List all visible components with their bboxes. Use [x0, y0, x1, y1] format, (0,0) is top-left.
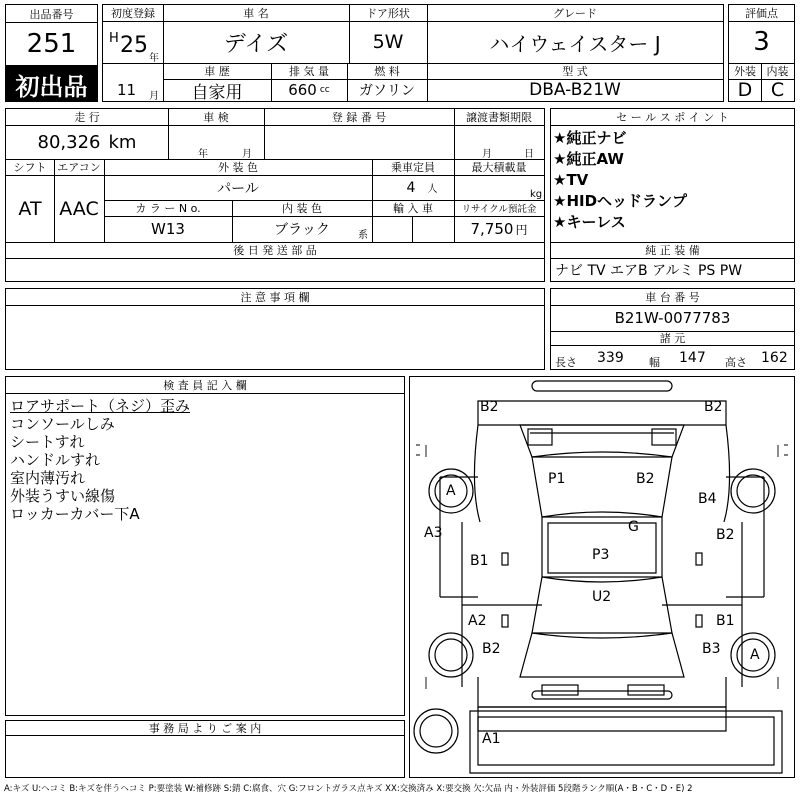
- history: 自家用: [191, 82, 243, 103]
- damage-mark: P3: [592, 547, 610, 563]
- legend: A:キズ U:ヘコミ B:キズを伴うヘコミ P:要塗装 W:補修跡 S:錆 C:腐食、穴 G:フロントガラス点キズ XX:交換済み X:要交換 欠:欠品 内・外装評価 5段階ランク順(A・B・C・D・E) 2: [4, 784, 693, 794]
- chassis-label: 車 台 番 号: [645, 291, 700, 304]
- shift-label: シフト: [13, 161, 47, 174]
- month-unit: 月: [149, 91, 159, 102]
- damage-mark: B2: [480, 399, 499, 415]
- inspection-label: 車 検: [203, 111, 229, 124]
- year: 25: [120, 33, 148, 58]
- capacity-unit: 人: [427, 184, 438, 195]
- damage-mark: B2: [636, 471, 655, 487]
- width-label: 幅: [649, 356, 660, 369]
- sales-point-item: ★純正AW: [553, 150, 624, 168]
- recycle-label: リサイクル預託金: [461, 204, 537, 215]
- chassis-number: B21W-0077783: [614, 309, 731, 327]
- transfer-day-unit: 日: [524, 149, 534, 160]
- damage-mark: B3: [702, 641, 721, 657]
- car-diagram-box: [409, 376, 795, 778]
- damage-mark: P1: [548, 471, 566, 487]
- score-box: [728, 4, 795, 102]
- height: 162: [761, 350, 788, 366]
- equipment: ナビ TV エアB アルミ PS PW: [555, 262, 743, 279]
- notes-label: 注 意 事 項 欄: [240, 291, 310, 304]
- color-label: 外 装 色: [218, 161, 258, 174]
- height-label: 高さ: [725, 356, 747, 369]
- length-label: 長さ: [555, 356, 577, 369]
- color-no: W13: [151, 220, 185, 238]
- history-label: 車 歴: [204, 65, 230, 78]
- color: パール: [217, 180, 259, 197]
- year-unit: 年: [149, 53, 159, 64]
- first-listing-text: 初出品: [15, 72, 88, 101]
- inspector-note: ロアサポート（ネジ）歪み: [10, 397, 191, 415]
- damage-mark: B4: [698, 491, 717, 507]
- damage-mark: A1: [482, 731, 501, 747]
- damage-mark: G: [628, 519, 639, 535]
- sales-point-item: ★キーレス: [553, 213, 626, 231]
- sales-point-item: ★純正ナビ: [553, 129, 627, 147]
- first-reg-month: [103, 79, 163, 101]
- import-label: 輸 入 車: [393, 202, 433, 215]
- door-type: 5W: [372, 31, 404, 53]
- model-label: 型 式: [562, 65, 588, 78]
- max-load-label: 最大積載量: [471, 161, 527, 174]
- car-name-label: 車 名: [243, 7, 269, 20]
- sales-point-item: ★HIDヘッドランプ: [553, 192, 688, 210]
- width: 147: [679, 350, 706, 366]
- color-no-label: カ ラ ー N o.: [135, 202, 201, 215]
- ac: AAC: [59, 197, 99, 220]
- damage-mark: A3: [424, 525, 443, 541]
- dims-label: 諸 元: [659, 332, 686, 345]
- equipment-label: 純 正 装 備: [645, 244, 700, 257]
- int-color-unit: 系: [358, 230, 368, 241]
- dims-row: [553, 347, 793, 369]
- first-reg-label: 初度登録: [111, 7, 155, 20]
- inspector-note: 室内薄汚れ: [10, 469, 86, 487]
- damage-mark: B1: [470, 553, 489, 569]
- damage-mark: U2: [592, 589, 612, 605]
- damage-mark: A: [750, 647, 760, 663]
- lot-label: 出品番号: [29, 7, 74, 21]
- damage-mark: B2: [704, 399, 723, 415]
- displacement-value: 660: [288, 81, 317, 99]
- damage-mark: A2: [468, 613, 487, 629]
- header-grid: [102, 4, 724, 102]
- inspection-year-unit: 年: [198, 149, 208, 160]
- grade: ハイウェイスター J: [489, 31, 661, 56]
- inspector-note: 外装うすい線傷: [10, 487, 116, 505]
- ac-label: エアコン: [57, 161, 101, 174]
- capacity-label: 乗車定員: [391, 161, 435, 174]
- transfer-month-unit: 月: [482, 149, 492, 160]
- interior-grade: C: [770, 79, 785, 101]
- max-load-unit: kg: [530, 189, 543, 200]
- transfer-label: 譲渡書類期限: [466, 111, 532, 124]
- reg-no-label: 登 録 番 号: [331, 111, 387, 124]
- inspector-note: ハンドルすれ: [10, 451, 101, 469]
- door-label: ドア形状: [366, 7, 410, 20]
- chassis-box: [550, 288, 795, 370]
- inspector-label: 検 査 員 記 入 欄: [163, 379, 247, 392]
- mileage: [6, 125, 168, 159]
- mileage-value: 80,326: [37, 131, 101, 153]
- damage-mark: B1: [716, 613, 735, 629]
- mileage-unit: km: [108, 131, 137, 153]
- inspector-note: ロッカーカバー下A: [10, 505, 140, 523]
- notes-box: [5, 288, 545, 370]
- recycle-unit: 円: [515, 222, 528, 237]
- mileage-label: 走 行: [74, 111, 100, 124]
- capacity-value: 4: [406, 179, 416, 196]
- int-color: [232, 216, 372, 242]
- length: 339: [597, 350, 624, 366]
- damage-mark: B2: [482, 641, 501, 657]
- recycle-value: 7,750: [470, 220, 514, 238]
- exterior-label: 外装: [734, 65, 756, 78]
- fuel: ガソリン: [359, 83, 415, 99]
- sales-points-box: [550, 108, 795, 282]
- inspector-note: コンソールしみ: [10, 415, 115, 433]
- fuel-label: 燃 料: [374, 65, 400, 78]
- model: DBA-B21W: [529, 80, 621, 100]
- sales-point-item: ★TV: [553, 171, 589, 189]
- capacity: [372, 175, 454, 200]
- later-parts-label: 後 日 発 送 部 品: [233, 244, 317, 257]
- first-listing-badge: [5, 66, 98, 102]
- score: 3: [753, 27, 770, 57]
- office-box: [5, 720, 405, 778]
- damage-mark: A: [446, 483, 456, 499]
- grade-label: グレード: [553, 7, 597, 20]
- interior-label: 内装: [766, 65, 789, 78]
- exterior-grade: D: [737, 79, 753, 101]
- era: H: [109, 31, 119, 46]
- recycle: [454, 216, 544, 242]
- displacement-label: 排 気 量: [289, 65, 329, 78]
- inspector-note: シートすれ: [10, 433, 85, 451]
- damage-mark: B2: [716, 527, 735, 543]
- lot-box: [5, 4, 98, 66]
- first-reg-year: [103, 21, 163, 63]
- score-label: 評価点: [745, 7, 778, 20]
- sales-points-label: セ ー ル ス ポ イ ン ト: [616, 111, 729, 124]
- spec-grid: [5, 108, 545, 282]
- inspector-box: [5, 376, 405, 716]
- shift: AT: [18, 197, 42, 220]
- car-name: デイズ: [223, 31, 289, 57]
- displacement: [271, 79, 347, 101]
- lot-number: 251: [26, 28, 77, 59]
- car-diagram: [410, 377, 794, 777]
- displacement-unit: cc: [319, 85, 330, 95]
- int-color-label: 内 装 色: [282, 202, 322, 215]
- month: 11: [117, 81, 137, 99]
- int-color-value: ブラック: [274, 222, 330, 238]
- inspection-month-unit: 月: [242, 149, 252, 160]
- office-label: 事 務 局 よ り ご 案 内: [148, 722, 262, 735]
